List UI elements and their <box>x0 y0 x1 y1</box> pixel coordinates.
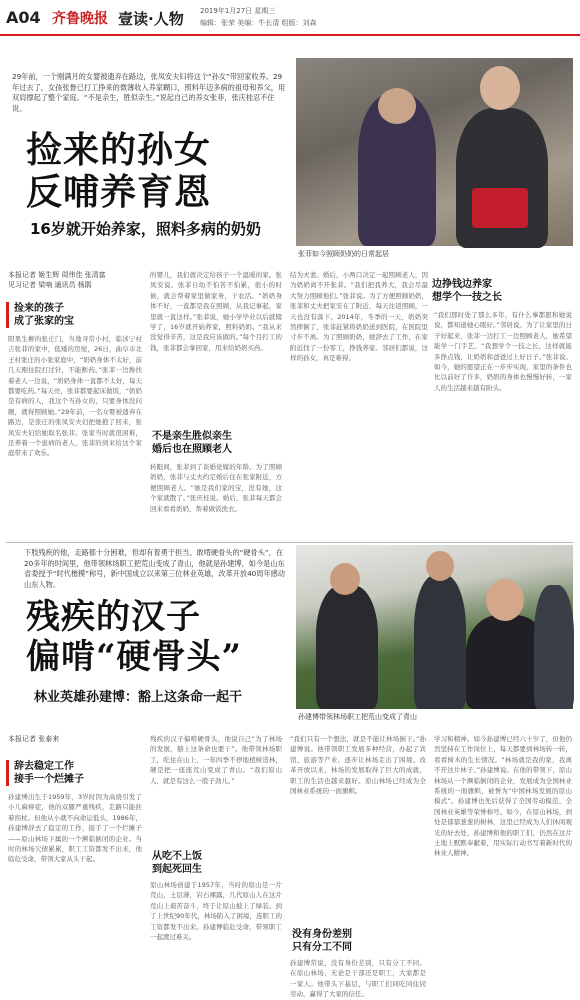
story2-col1: 孙建博出生于1959年，3岁时因为高烧引发了小儿麻痹症，他的双腿严重残疾，走路只能拄着拐杖。但他从小就不向命运低头，1986年，孙建博辞去了稳定的工作，接手了一个烂摊子——原山林场下属的一个濒临倒闭的企业。当时的林场欠债累累，职工工资都发不出来，他临危受命，带领大家从头干起。 <box>8 793 142 864</box>
story2-title-line2: 偏啃“硬骨头” <box>26 637 243 677</box>
story1-col2b: 转眼间，张菲到了谈婚论嫁的年龄。为了照顾奶奶，张菲与丈夫约定婚后住在张家附近，方便照顾老人。“她是我们家的宝，没有她，这个家就散了。”张庆桂说。婚后，张菲每天都会回来看看奶奶，帮着做饭洗衣。 <box>150 463 282 513</box>
s2-head1-line2: 接手一个烂摊子 <box>14 774 84 785</box>
story1-title-line2: 反哺养育恩 <box>26 171 212 213</box>
story2-col4: 学习和精神。如今孙建博已经六十岁了，但他仍然坚持在工作岗位上，每天都要到林场转一转，看看树木的生长情况。“林场就是我的家，我离不开这片林子。”孙建博说。在他的带领下，原山林场从一个濒临倒闭的企业，发展成为全国林业系统的一面旗帜，被誉为“中国林场发展的原山模式”。孙建博也先后获得了全国劳动模范、全国林业英雄等荣誉称号。如今，在原山林场，到处是郁郁葱葱的树林，这里已经成为人们休闲观光的好去处，孙建博和他的职工们，仍然在这片土地上默默奉献着，用实际行动书写着新时代的林业人精神。 <box>434 735 572 858</box>
s2-head1-line1: 辞去稳定工作 <box>14 761 74 772</box>
head3-line2: 想学个一技之长 <box>432 292 502 303</box>
worker-face-1 <box>330 563 360 595</box>
head1-line2: 成了张家的宝 <box>14 316 74 327</box>
story1-head1 <box>6 302 74 328</box>
page-number: A04 <box>6 8 41 27</box>
story2-col2b: 原山林场创建于1957年，当时的原山是一片荒山，土层薄，岩石裸露，几代原山人在这片荒山上艰苦奋斗，终于让原山披上了绿装。到了上世纪90年代，林场陷入了困境，连职工的工资都发不出来。孙建博临危受命，带领职工一起渡过难关。 <box>150 881 282 942</box>
date-line: 2019年1月27日 星期三 <box>200 7 276 15</box>
story1-byline <box>8 270 148 290</box>
story1-intro: 29年前，一个刚满月的女婴被遗弃在路边，张凤安夫妇将这个“孙女”带回家收养。29年过去了，女孩张鲁已打工挣来的微薄收入养家糊口，照料年迈多病的祖母和养父，用双肩撑起了整个家庭。“不是亲生，胜似亲生。”说起自己的养女张菲，张庆桂忍不住说。 <box>12 72 286 113</box>
story2-head2 <box>152 850 202 876</box>
s2-head3-line1: 没有身份差别 <box>292 929 352 940</box>
byline-trainees: 见习记者 梁响 通讯员 杨鹃 <box>8 281 92 289</box>
worker-figure-1 <box>316 585 378 709</box>
story1-photo <box>296 58 573 246</box>
story1-col4: “我们那时处了那么多年，有什么事都愿和她说说，都知道她心眼好。”邻居说。为了让家里的日子好起来，张菲一边打工一边照顾老人，她希望能学一门手艺。“我想学个一技之长，这样就能多挣点钱，让奶奶和爸爸过上好日子。”张菲说。如今，她的愿望正在一步步实现，家里的条件也比以前好了许多，奶奶的身体也慢慢好转，一家人的生活越来越有盼头。 <box>434 311 572 392</box>
story1-photo-caption: 张菲如今照顾奶奶的日常起居 <box>298 250 389 258</box>
staff-line: 编辑：张荣 美编：牛长清 组版：刘森 <box>200 19 317 27</box>
newspaper-logo: 齐鲁晚报 <box>52 11 108 27</box>
s2-head2-line1: 从吃不上饭 <box>152 851 202 862</box>
head1-line1: 捡来的孩子 <box>14 303 64 314</box>
s2-head2-line2: 到起死回生 <box>152 864 202 875</box>
story2-head1 <box>6 760 84 786</box>
s2-head3-line2: 只有分工不同 <box>292 942 352 953</box>
red-skirt <box>472 188 528 228</box>
story1-col3: 结为夫妻。婚后，小两口决定一起照顾老人，因为奶奶离不开张菲。“我们把我养大，我会尽最大努力照顾他们。”张菲说。为了方便照顾奶奶，张菲和丈夫把家安在了附近，每天往返照顾，一天也没有落下。2014年，冬季的一天，奶奶突然摔倒了，张菲赶紧将奶奶送到医院，在医院里寸步不离。为了照顾奶奶，她辞去了工作，在家附近找了一份零工，挣钱养家。邻居们都说，这样的孙女，真是难得。 <box>290 271 428 363</box>
head2-line1: 不是亲生胜似亲生 <box>152 431 232 442</box>
story2-title-line1: 残疾的汉子 <box>26 597 201 637</box>
story1-col2: 的婴儿，我们就决定给孩子一个温暖的家。张凤安说。张菲自幼不怕苦不怕累，很小的时候，就会帮着家里做家务，干农活。“奶奶身体不好，一直都是我在照顾，从我记事起，家里就一直这样。”张菲说，她小学毕业以后就辍学了，16岁就开始养家，照料奶奶。“我从来没觉得辛苦，这是我应该做的。”每个月打工的钱，张菲都会拿回家，用来给奶奶买药。 <box>150 271 282 352</box>
story-divider <box>6 542 574 543</box>
granddaughter-face <box>480 66 520 110</box>
story1-title-line1: 捡来的孙女 <box>26 129 212 171</box>
story2-intro: 下肢残疾的他，走路都十分困难，但却有着勇于担当、敢啃硬骨头的“硬骨头”，在20多年的时间里，他带领林场职工把荒山变成了青山，他就是孙建博，如今是山东省委授予“时代楷模”称号，新中国成立以来第三位林业英雄，改革开放40周年感动山东人物。 <box>24 548 285 589</box>
head3-line1: 边挣钱边养家 <box>432 279 492 290</box>
sun-jianbo-face <box>486 579 524 621</box>
story2-col3: “我们只有一个想法，就是不能让林场倒下。”孙建博说。他带领职工发展多种经营，办起了宾馆、旅游等产业，逐步让林场走出了困境。改革开放以来，林场的发展取得了巨大的成就，职工的生活也越来越好。原山林场已经成为全国林业系统的一面旗帜。 <box>290 735 426 796</box>
head2-line2: 婚后也在照顾老人 <box>152 444 232 455</box>
story1-col1: 阳果生柳的张庄门，当地寻常小村，临沭宁村吉张菲的家中，低矮的房屋，26日，曲阜市北王村张庄的小张家庭中，“奶奶身体不太好，前几天刚住院打过针，不能断药。”张菲一边搀扶着老人一边说，“奶奶身体一直都不太好，每天都要吃药。”每天亮，张菲都要起床做饭，“奶奶是有病的人，我这个当孙女的，只要身体没问题，就得照顾她。”29年前，一名女婴被遗弃在路边，是张庄的张凤安夫妇把她抱了回来，张凤安夫妇给她取名张菲。张家当时就很困难，还养着一个患病的老人，张菲的到来给这个家庭带来了欢乐。 <box>8 335 142 458</box>
worker-figure-3 <box>534 585 574 709</box>
story2-byline: 本报记者 张泰来 <box>8 735 60 743</box>
byline-reporters: 本报记者 姬生辉 周伟佳 张清富 <box>8 271 106 279</box>
story1-head2 <box>152 430 232 456</box>
story1-head3 <box>432 278 502 304</box>
worker-face-2 <box>426 551 454 581</box>
story2-col3b: 孙建博常说，没有身份差别，只有分工不同。在原山林场，无论是干部还是职工，大家都是一家人。他带头下基层，与职工们同吃同住同劳动，赢得了大家的信任。 <box>290 959 426 999</box>
story1-subtitle: 16岁就开始养家，照料多病的奶奶 <box>30 220 261 238</box>
grandmother-face <box>378 88 416 124</box>
story2-head3 <box>292 928 352 954</box>
worker-figure-2 <box>414 575 466 709</box>
story2-col2: 残疾的汉子偏啃硬骨头，他说自己“为了林场的发展，豁上这条命也要干”。他带领林场职工，吃住在山上，一年四季不停地植树造林，硬是把一座座荒山变成了青山。“我们原山人，就是有这么一股子劲儿。” <box>150 735 282 785</box>
story2-photo-caption: 孙建博带领林场职工把荒山变成了青山 <box>298 713 417 721</box>
story2-subtitle: 林业英雄孙建博：豁上这条命一起干 <box>34 690 243 705</box>
story2-photo <box>296 545 573 709</box>
section-title: 壹读·人物 <box>118 10 184 28</box>
